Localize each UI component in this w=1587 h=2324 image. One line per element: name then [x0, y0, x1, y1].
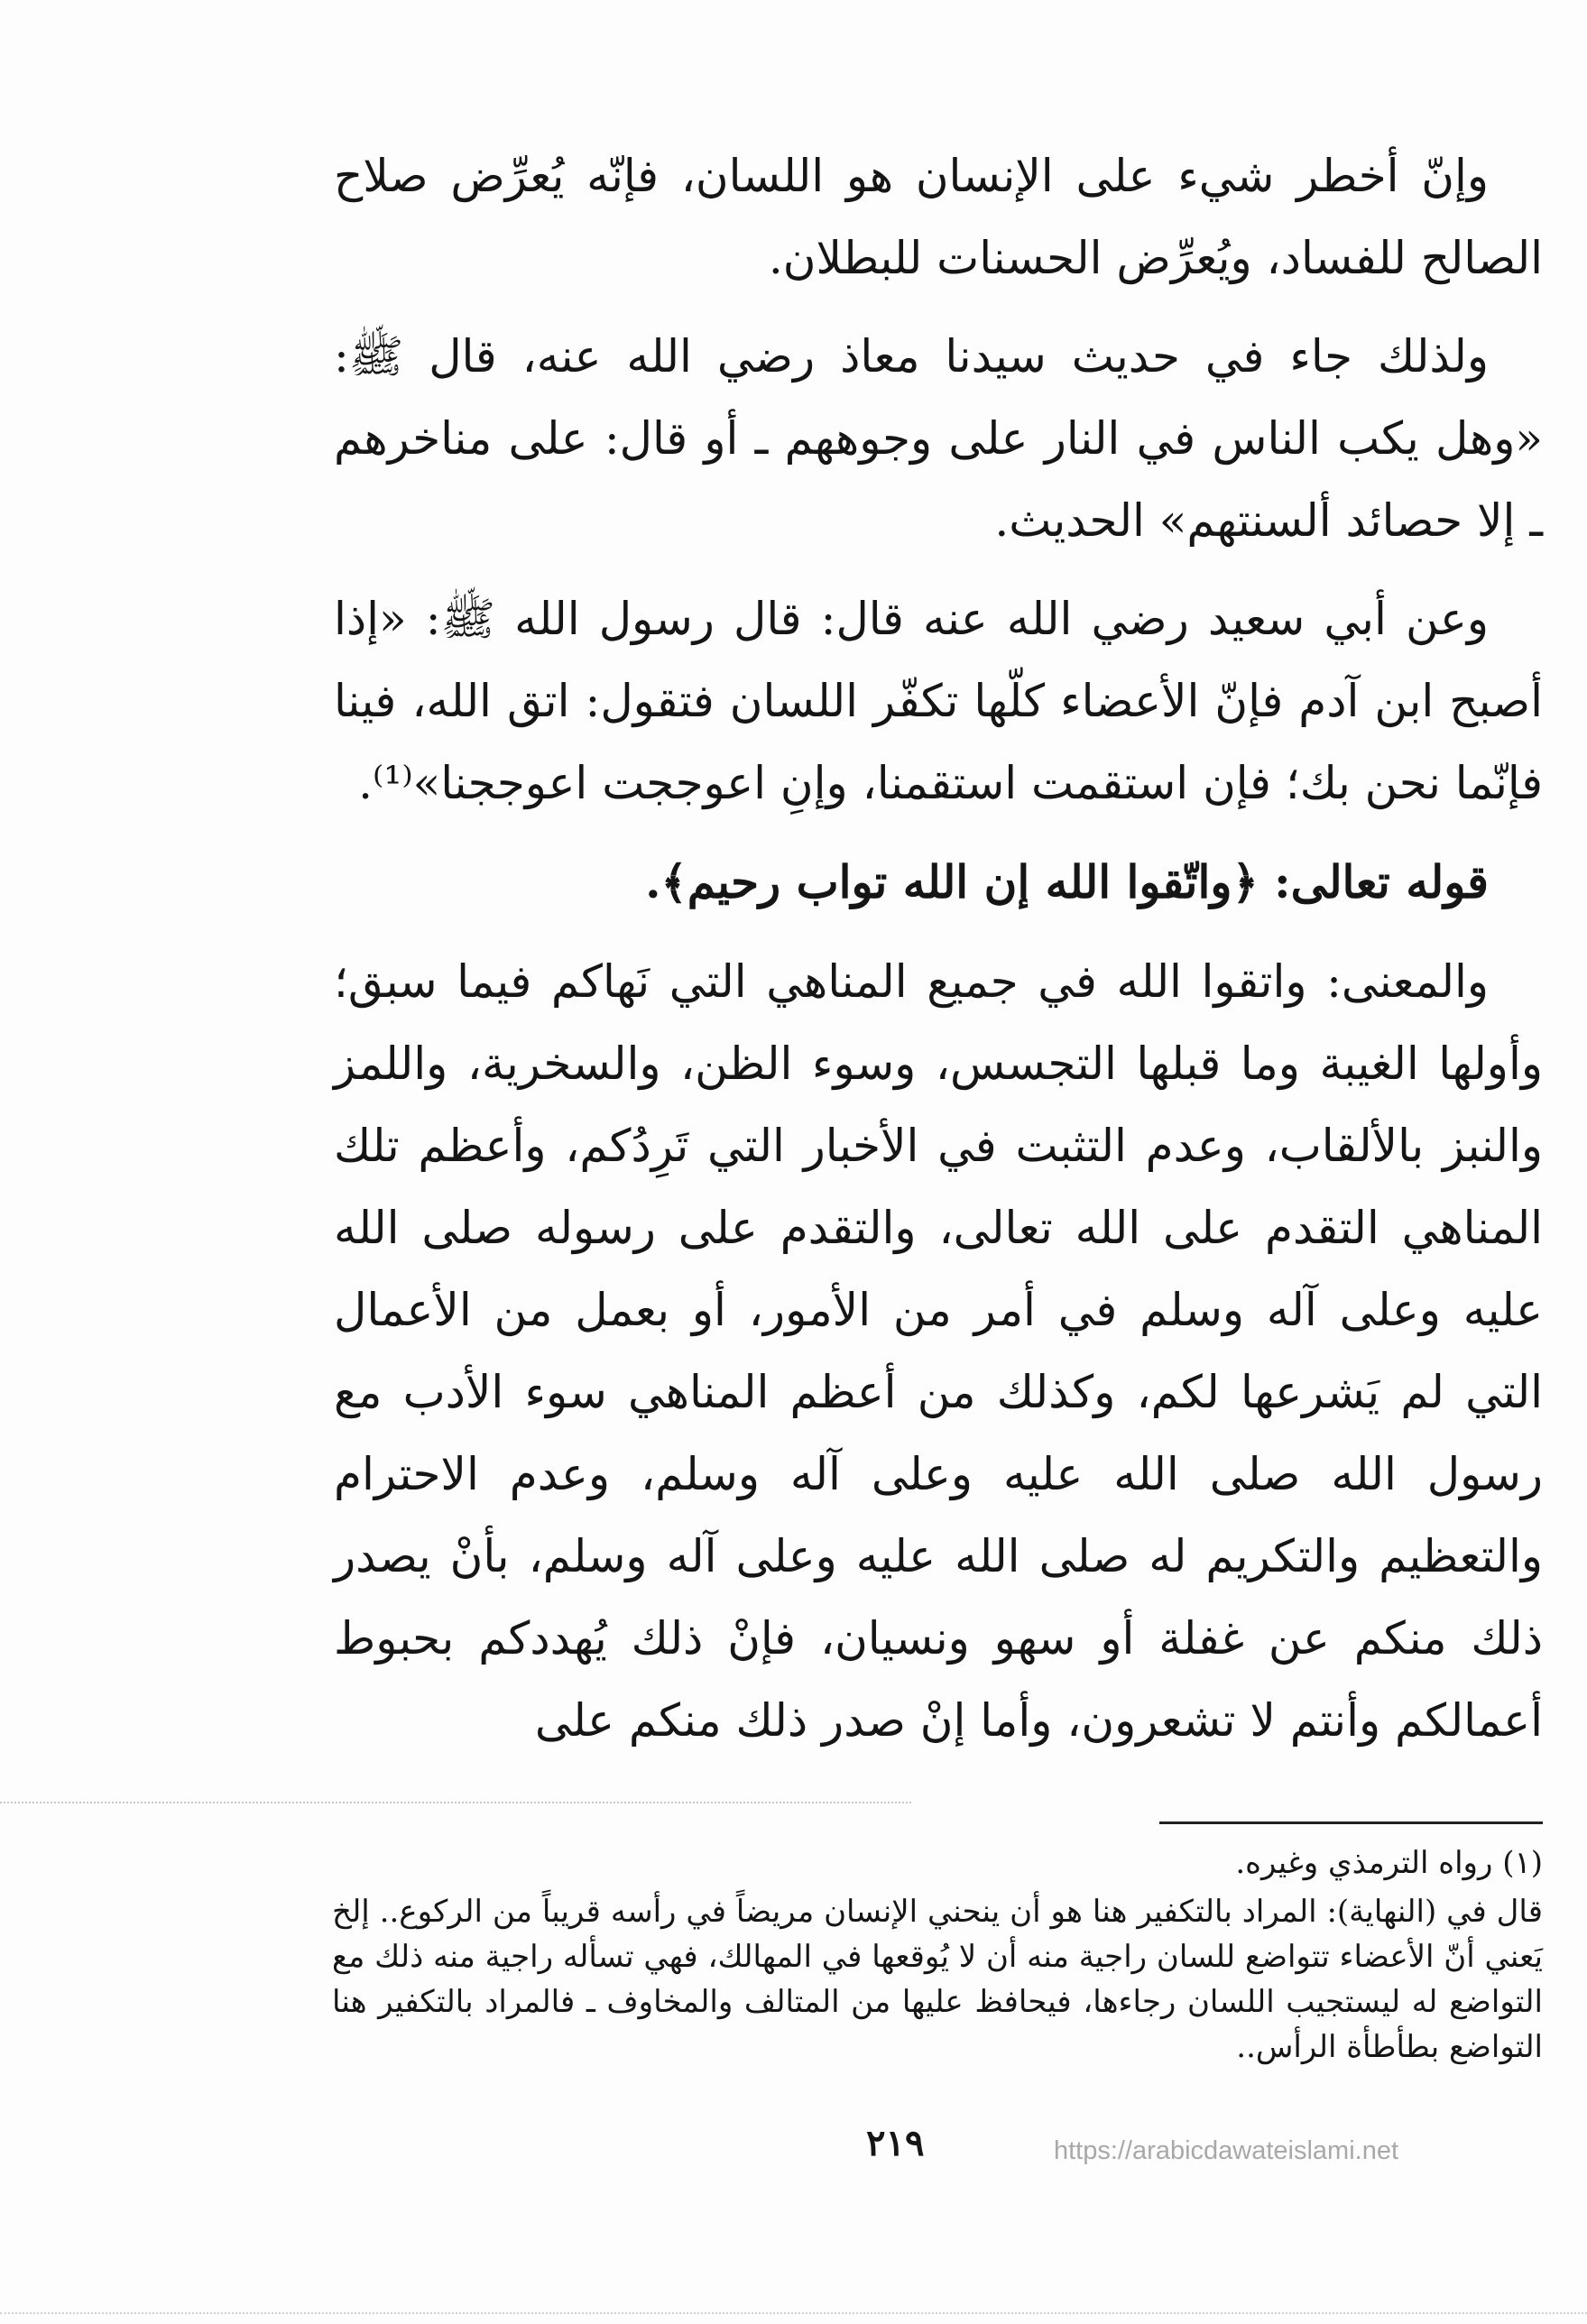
quran-verse-line: قوله تعالى: ﴿واتّقوا الله إن الله تواب رحيم﴾.	[645, 855, 1489, 908]
scan-bottom-edge	[0, 2312, 1587, 2314]
footnote-separator	[1159, 1821, 1543, 1824]
footnotes	[332, 1840, 1543, 2073]
watermark-url: https://arabicdawateislami.net	[1054, 2136, 1399, 2165]
page-number: ٢١٩	[866, 2122, 925, 2164]
scan-edge-line	[0, 1802, 911, 1803]
paragraph-3: وعن أبي سعيد رضي الله عنه قال: قال رسول الله ﷺ: «إذا أصبح ابن آدم فإنّ الأعضاء كلّها تكفّر اللسان فتقول: اتق الله، فينا فإنّما نحن بك؛ فإن استقمت استقمنا، وإنِ اعوججت اعوججنا»⁽¹⁾.	[334, 593, 1543, 809]
paragraph-5: والمعنى: واتقوا الله في جميع المناهي التي نَهاكم فيما سبق؛ وأولها الغيبة وما قبلها التجسس، وسوء الظن، والسخرية، واللمز والنبز بالألقاب، وعدم التثبت في الأخبار التي تَرِدُكم، وأعظم تلك المناهي التقدم على الله تعالى، والتقدم على رسوله صلى الله عليه وعلى آله وسلم في أمر من الأمور، أو بعمل من الأعمال التي لم يَشرعها لكم، وكذلك من أعظم المناهي سوء الأدب مع رسول الله صلى الله عليه وعلى آله وسلم، وعدم الاحترام والتعظيم والتكريم له صلى الله عليه وعلى آله وسلم، بأنْ يصدر ذلك منكم عن غفلة أو سهو ونسيان، فإنْ ذلك يُهددكم بحبوط أعمالكم وأنتم لا تشعرون، وأما إنْ صدر ذلك منكم على	[334, 955, 1543, 1747]
main-text	[334, 135, 1543, 1778]
footnote-1: (١) رواه الترمذي وغيره.	[1235, 1845, 1543, 1881]
footnote-2: قال في (النهاية): المراد بالتكفير هنا هو أن ينحني الإنسان مريضاً في رأسه قريباً من الركوع.. إلخ يَعني أنّ الأعضاء تتواضع للسان راجية منه أن لا يُوقعها في المهالك، فهي تسأله راجية منه ذلك مع التواضع له ليستجيب اللسان رجاءها، فيحافظ عليها من المتالف والمخاوف ـ فالمراد بالتكفير هنا التواضع بطأطأة الرأس..	[332, 1894, 1543, 2065]
paragraph-2: ولذلك جاء في حديث سيدنا معاذ رضي الله عنه، قال ﷺ: «وهل يكب الناس في النار على وجوههم ـ أو قال: على مناخرهم ـ إلا حصائد ألسنتهم» الحديث.	[334, 330, 1543, 547]
paragraph-1: وإنّ أخطر شيء على الإنسان هو اللسان، فإنّه يُعرِّض صلاح الصالح للفساد، ويُعرِّض الحسنات للبطلان.	[334, 150, 1543, 284]
